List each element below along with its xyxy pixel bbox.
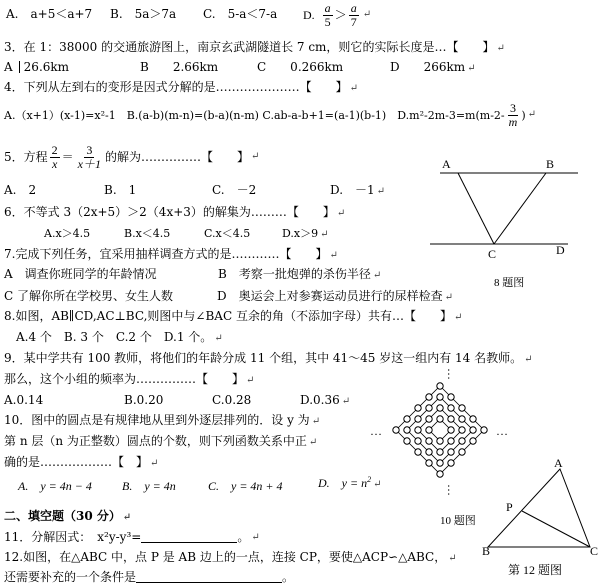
fig10-bottom-ellipsis: … [445,484,459,496]
fig10-dot [415,427,421,433]
fig12-segment-cp [522,511,590,547]
fig8-caption: 8 题图 [494,277,525,289]
fig10-dot [437,383,443,389]
q10-option-b: B. y = 4n [122,479,176,493]
fig8-label-b: B [546,157,555,171]
q7-option-b: B 考察一批炮弹的杀伤半径 ↵ [218,267,382,281]
fig10-dot [470,438,476,444]
fig10-left-ellipsis: … [370,424,382,438]
q6-option-a: A.x＞4.5 [44,227,91,240]
fig10-dot [426,427,432,433]
q9-option-d: D.0.36 ↵ [300,393,351,407]
q4-stem: 4．下列从左到右的变形是因式分解的是…………………【 】 ↵ [4,80,359,94]
q10-stem-line1: 10．图中的圆点是有规律地从里到外逐层排列的．设 y 为 ↵ [4,413,321,427]
fig12-label-a: A [554,456,563,470]
fig10-dot [437,405,443,411]
fig10-caption: 10 题图 [440,515,476,527]
fig10-dot [459,438,465,444]
fig10-top-ellipsis: … [445,368,459,380]
fig10-dot [393,427,399,433]
fig10-dot [437,449,443,455]
fig10-dot-layers [393,383,487,477]
fig10-dot [426,449,432,455]
q6-option-c: C.x＜4.5 [204,227,251,240]
fig8-line-ac [458,173,494,244]
fig10-dot [437,438,443,444]
fig10-dot [459,449,465,455]
q3-option-d: D 266km ↵ [390,60,476,74]
fig10-dot [448,449,454,455]
q6-option-d: D.x＞9 ↵ [282,227,329,240]
q2-option-a: A. a+5＜a+7 [6,7,93,21]
q7-option-a: A 调查你班同学的年龄情况 [4,267,157,281]
fig10-dot [448,405,454,411]
q5-option-c: C. －2 [212,183,257,197]
fig10-dot [481,427,487,433]
q6-option-b: B.x＜4.5 [124,227,171,240]
fig10-layer-outline [418,408,462,452]
fig10-dot [415,405,421,411]
section-2-title: 二、填空题（30 分） ↵ [4,509,132,523]
fig10-dot [470,416,476,422]
fig10-dot [426,438,432,444]
q3-stem: 3．在 1：38000 的交通旅游图上，南京玄武湖隧道长 7 cm，则它的实际长度是…【 】 ↵ [4,40,505,54]
q11-stem: 11．分解因式： x²y-y³= 。 ↵ [4,530,260,544]
q9-stem-line1: 9．某中学共有 100 教师，将他们的年龄分成 11 个组，其中 41～45 岁这一组内有 14 名教师。 ↵ [4,351,533,365]
q10-option-c: C. y = 4n + 4 [208,479,283,493]
figure-8 [428,150,602,290]
figure-12 [478,455,602,586]
q10-stem-line2: 第 n 层（n 为正整数）圆点的个数，则下列函数关系中正 ↵ [4,434,318,448]
q4-options: A.（x+1）(x-1)=x²-1 B.(a-b)(m-n)=(b-a)(n-m) C.ab-a-b+1=(a-1)(b-1) D.m²-2m-3=m(m-2- $\frac{3}{m}$ ) ↵ [4,101,537,129]
fig10-dot [448,460,454,466]
fig10-dot [437,460,443,466]
q10-stem-line3: 确的是………………【 】 ↵ [4,455,159,469]
q9-option-c: C.0.28 [212,393,252,407]
fig10-dot [448,394,454,400]
fig10-dot [426,460,432,466]
fig8-label-c: C [488,247,497,261]
q3-option-b: B 2.66km [140,60,219,74]
q11-answer-blank[interactable] [141,542,237,543]
fig10-dot [404,416,410,422]
fig10-dot [404,427,410,433]
q9-stem-line2: 那么，这个小组的频率为……………【 】 ↵ [4,372,255,386]
fig10-dot [426,416,432,422]
q12-answer-blank[interactable] [136,582,282,583]
fig10-dot [459,416,465,422]
q5-option-b: B. 1 [104,183,137,197]
fig12-label-c: C [590,544,599,558]
fig10-dot [426,394,432,400]
q10-option-a: A. y = 4n − 4 [18,479,92,493]
q5-option-a: A. 2 [4,183,37,197]
q7-option-d: D 奥运会上对参赛运动员进行的尿样检查 ↵ [217,289,454,303]
fig12-triangle-abc [488,469,590,547]
fig10-dot [404,438,410,444]
q3-option-c: C 0.266km [257,60,344,74]
q6-stem: 6．不等式 3（2x+5）＞2（4x+3）的解集为………【 】 ↵ [4,205,346,219]
q9-option-a: A.0.14 [4,393,44,407]
fig8-label-a: A [442,157,451,171]
fig8-line-bc [494,173,546,244]
q8-stem: 8.如图，AB∥CD,AC⊥BC,则图中与∠BAC 互余的角（不添加字母）共有…【 】 ↵ [4,309,463,323]
fig10-dot [470,427,476,433]
fig12-label-b: B [482,544,491,558]
q9-option-b: B.0.20 [124,393,164,407]
fig10-dot [437,416,443,422]
fig10-dot [415,416,421,422]
fig10-dot [415,449,421,455]
fig10-dot [415,438,421,444]
fig10-dot [448,438,454,444]
fig10-dot [437,471,443,477]
q2-option-b: B. 5a＞7a [110,7,177,21]
q5-option-d: D. －1 ↵ [330,183,386,197]
q7-stem: 7.完成下列任务，宜采用抽样调查方式的是…………【 】 ↵ [4,247,338,261]
fig8-label-d: D [556,243,565,257]
q12-stem-line1: 12.如图，在△ABC 中，点 P 是 AB 边上的一点，连接 CP，要使△ACP∽△ABC， ↵ [4,550,457,564]
q2-option-d: D. $\frac{a}{5}$ ＞ $\frac{a}{7}$ ↵ [303,1,372,29]
q10-option-d: D. $y = n^2$ ↵ [318,475,382,490]
fig10-dot [459,405,465,411]
q12-stem-line2: 还需要补充的一个条件是 。 [4,570,295,584]
q3-options: A 26.6km [4,60,70,74]
fig10-dot [437,394,443,400]
fig10-dot [459,427,465,433]
fig12-label-p: P [506,500,513,514]
fig10-dot [448,427,454,433]
fig10-right-ellipsis: … [496,424,508,438]
fig12-caption: 第 12 题图 [508,563,563,577]
q8-options: A.4 个 B. 3 个 C.2 个 D.1 个。 ↵ [16,330,223,344]
q2-option-c: C. 5-a＜7-a [203,7,278,21]
q5-stem: 5．方程 $\frac{2}{x}$ ＝ $\frac{3}{x+1}$ 的解为……………【 】 ↵ [4,143,260,171]
fig10-dot [426,405,432,411]
q7-option-c: C 了解你所在学校男、女生人数 [4,289,173,303]
fig10-dot [448,416,454,422]
